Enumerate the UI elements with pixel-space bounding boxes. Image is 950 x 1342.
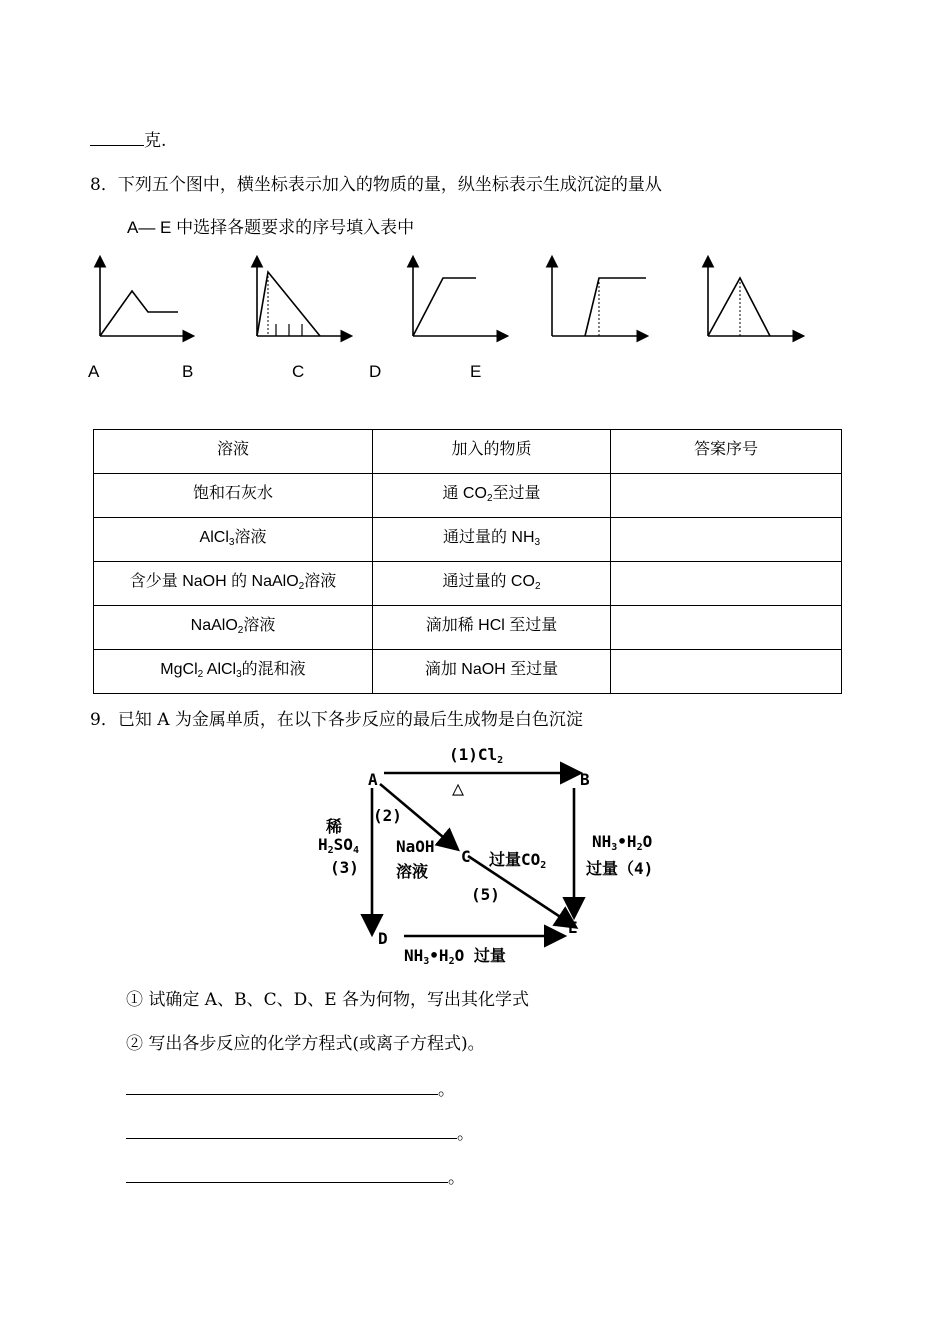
graph-d bbox=[552, 258, 646, 336]
q7-answer-line bbox=[90, 126, 166, 151]
node-a: A bbox=[368, 770, 378, 789]
table-row bbox=[94, 518, 842, 562]
heat-icon: △ bbox=[452, 776, 465, 800]
node-d: D bbox=[378, 929, 388, 948]
cell-added: 滴加稀 HCl 至过量 bbox=[373, 606, 611, 650]
q8-instruction: A— E 中选择各题要求的序号填入表中 bbox=[127, 218, 415, 237]
table-row bbox=[94, 474, 842, 518]
cell-answer[interactable] bbox=[611, 650, 842, 694]
header-solution: 溶液 bbox=[94, 430, 373, 474]
cell-added: 通过量的 $CO_2$ bbox=[373, 562, 611, 606]
answer-blank[interactable] bbox=[90, 145, 144, 146]
cell-answer[interactable] bbox=[611, 606, 842, 650]
node-b: B bbox=[580, 770, 590, 789]
table-header-row bbox=[94, 430, 842, 474]
step3-reagent-1: 稀 bbox=[326, 817, 343, 836]
q9-sub1: ① 试确定 A、B、C、D、E 各为何物，写出其化学式 bbox=[126, 990, 530, 1010]
cell-solution: MgCl$_2$ AlCl$_3$的混和液 bbox=[94, 650, 373, 694]
bottom-reagent: $NH_3•H_2O$ 过量 bbox=[404, 946, 506, 967]
q8-number: 8． bbox=[90, 175, 118, 195]
graph-b bbox=[257, 258, 350, 336]
cell-solution: 含少量 NaOH 的 NaAlO$_2$溶液 bbox=[94, 562, 373, 606]
graph-label-a: A bbox=[88, 362, 100, 381]
q9-number: 9． bbox=[90, 710, 118, 730]
answer-line-3: 。 bbox=[126, 1163, 465, 1188]
cell-solution: AlCl$_3$溶液 bbox=[94, 518, 373, 562]
answer-blank[interactable] bbox=[126, 1182, 448, 1183]
cell-added: 通 $CO_2$至过量 bbox=[373, 474, 611, 518]
q9-sub2: ② 写出各步反应的化学方程式(或离子方程式)。 bbox=[126, 1034, 485, 1054]
step2-label: (2) bbox=[373, 806, 402, 825]
graph-label-c: C bbox=[292, 362, 305, 381]
graph-e bbox=[708, 258, 802, 336]
cell-answer[interactable] bbox=[611, 474, 842, 518]
q7-tail: 克. bbox=[144, 131, 167, 151]
table-row bbox=[94, 650, 842, 694]
step3-reagent-2: $H_2SO_4$ bbox=[318, 835, 359, 856]
node-c: C bbox=[461, 847, 471, 866]
cell-solution: NaAlO$_2$溶液 bbox=[94, 606, 373, 650]
step2-reagent-1: NaOH bbox=[396, 837, 435, 856]
cell-added: 滴加 NaOH 至过量 bbox=[373, 650, 611, 694]
step2-reagent-2: 溶液 bbox=[396, 862, 429, 881]
q8-stem-line bbox=[90, 170, 662, 195]
cell-solution: 饱和石灰水 bbox=[94, 474, 373, 518]
step5-reagent: 过量$CO_2$ bbox=[489, 850, 547, 871]
cell-added: 通过量的 $NH_3$ bbox=[373, 518, 611, 562]
q9-stem: 已知 A 为金属单质，在以下各步反应的最后生成物是白色沉淀 bbox=[117, 710, 583, 730]
cell-answer[interactable] bbox=[611, 562, 842, 606]
cell-answer[interactable] bbox=[611, 518, 842, 562]
answer-blank[interactable] bbox=[126, 1138, 457, 1139]
graph-a bbox=[100, 258, 192, 336]
table-row bbox=[94, 562, 842, 606]
answer-blank[interactable] bbox=[126, 1094, 438, 1095]
answer-line-1: 。 bbox=[126, 1075, 455, 1100]
graph-c bbox=[413, 258, 506, 336]
node-e: E bbox=[568, 918, 578, 937]
q8-table bbox=[93, 429, 842, 694]
step4-reagent: $NH_3•H_2O$ bbox=[592, 832, 653, 853]
graph-label-b: B bbox=[182, 362, 194, 381]
step1-label: $(1)Cl_2$ bbox=[449, 745, 504, 766]
q9-stem-line bbox=[90, 705, 583, 730]
q8-stem: 下列五个图中，横坐标表示加入的物质的量，纵坐标表示生成沉淀的量从 bbox=[117, 175, 662, 195]
q8-graphs bbox=[80, 250, 820, 350]
table-row bbox=[94, 606, 842, 650]
header-added: 加入的物质 bbox=[373, 430, 611, 474]
step5-label: (5) bbox=[471, 885, 500, 904]
step3-label: (3) bbox=[330, 858, 359, 877]
graph-label-d: D bbox=[369, 362, 382, 381]
answer-line-2: 。 bbox=[126, 1119, 474, 1144]
step4-label: 过量（4) bbox=[586, 859, 654, 878]
header-answer: 答案序号 bbox=[611, 430, 842, 474]
graph-label-e: E bbox=[470, 362, 482, 381]
